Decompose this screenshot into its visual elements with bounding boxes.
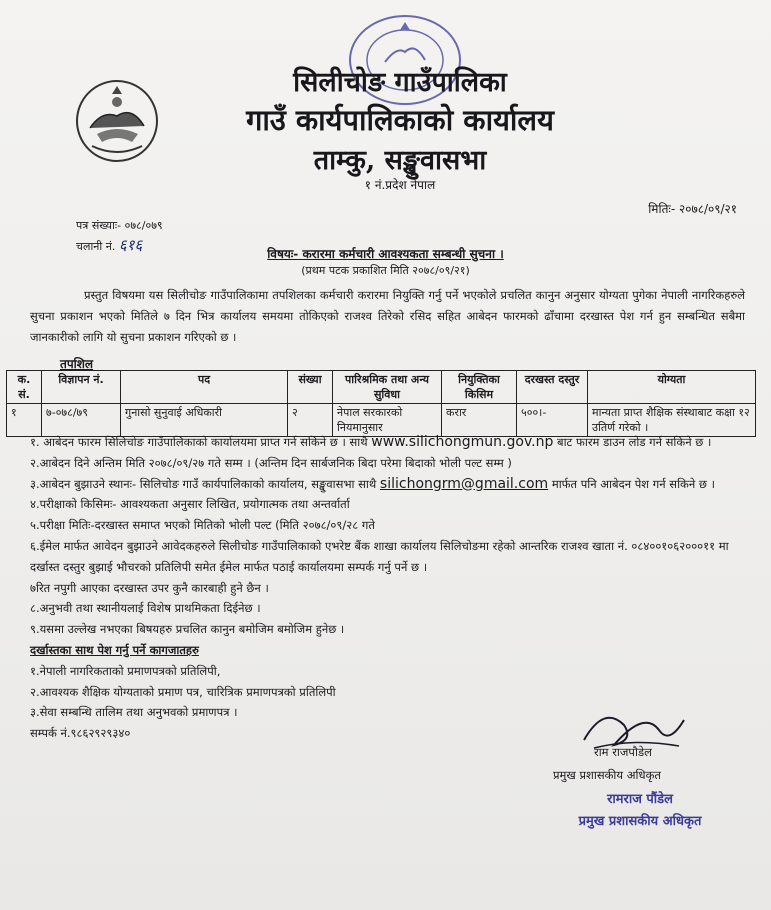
stamp-name: रामराज पौंडेल (607, 792, 673, 807)
list-item (30, 432, 751, 453)
list-item (30, 474, 751, 495)
cell-fee: ५००।- (517, 404, 588, 437)
name-stamp (550, 785, 730, 835)
email-link[interactable]: silichongrm@gmail.com (379, 475, 549, 492)
vacancy-table (6, 370, 756, 437)
dispatch-label: चलानी नं. (76, 240, 116, 253)
document-item: १.नेपाली नागरिकताको प्रमाणपत्रको प्रतिलिपी, (30, 663, 221, 678)
signatory-name: राम राजपौडेल (594, 745, 652, 759)
list-item: ८.अनुभवी तथा स्थानीयलाई विशेष प्राथमिकता दिईनेछ । (30, 601, 261, 616)
list-item: ७रित नपुगी आएका दरखास्त उपर कुनै कारबाही हुने छैन । (30, 580, 269, 595)
notice-date: मितिः- २०७८/०९/२१ (648, 202, 737, 216)
notice-subject (0, 245, 771, 262)
cell-post: गुनासो सुनुवाई अधिकारी (121, 404, 288, 437)
document-item: २.आवश्यक शैक्षिक योग्यताको प्रमाण पत्र, चारित्रिक प्रमाणपत्रको प्रतिलिपी (30, 684, 336, 699)
cell-salary: नेपाल सरकारको नियमानुसार (333, 404, 442, 437)
letter-number: पत्र संख्याः- ०७८/०७९ (76, 219, 163, 232)
cell-serial: १ (7, 404, 42, 437)
stamp-title: प्रमुख प्रशासकीय अधिकृत (578, 814, 702, 829)
office-address: ताम्कु, सङ्खुवासभा (313, 145, 487, 176)
website-link[interactable]: www.silichongmun.gov.np (371, 434, 554, 450)
col-appointment-type: नियुक्तिका किसिम (442, 371, 517, 404)
document-item: ३.सेवा सम्बन्धि तालिम तथा अनुभवको प्रमाणपत्र । (30, 705, 238, 720)
list-item: ६.ईमेल मार्फत आवेदन बुझाउने आवेदकहरुले सिलीचोङ गाउँपालिकाको एभरेष्ट बैंक शाखा कार्यालय सिलिचोङमा रहेको आन्तरिक राजश्व खाता नं. ०८४००१०६२०००११ मा दर्खास्त दस्तुर बुझाई भौचरको प्रतिलिपी समेत ईमेल मार्फत पठाई कार्यालयमा सम्पर्क गर्नु पर्ने छ । (30, 538, 729, 574)
org-name: सिलीचोङ गाउँपालिका (293, 67, 507, 98)
list-item: ९.यसमा उल्लेख नभएका बिषयहरु प्रचलित कानुन बमोजिम बमोजिम हुनेछ । (30, 622, 345, 637)
table-header-row (7, 371, 756, 404)
col-serial: क. सं. (7, 371, 42, 404)
col-count: संख्या (288, 371, 333, 404)
subject-text: विषयः- करारमा कर्मचारी आवश्यकता सम्बन्धी सुचना । (267, 247, 504, 261)
item1-text-a: १. आबेदन फारम सिलिचोङ गाउँपालिकाको कार्यालयमा प्राप्त गर्न सकिने छ । साथै (30, 435, 368, 449)
first-published-date: (प्रथम पटक प्रकाशित मिति २०७८/०९/२१) (301, 264, 470, 277)
dispatch-value: ६१६ (118, 236, 143, 254)
signatory-title: प्रमुख प्रशासकीय अधिकृत (553, 768, 661, 782)
contact-number: सम्पर्क नं.९८६२९२९३४० (30, 726, 131, 741)
notice-body: प्रस्तुत विषयमा यस सिलीचोङ गाउँपालिकामा तपशिलका कर्मचारी करारमा नियुक्ति गर्नु पर्ने भएकोले प्रचलित कानुन अनुसार योग्यता पुगेका नेपाली नागरिकहरुले सुचना प्रकाशन भएको मितिले ७ दिन भित्र कार्यालय समयमा तोकिएको राजश्व तिरेको रसिद सहित आबेदन फारमको ढाँचामा दरखास्त पेश गर्न हुन सम्बन्धित सबैमा जानकारीको लागि यो सुचना प्रकाशन गरिएको छ । (30, 288, 745, 344)
item3-text-a: ३.आबेदन बुझाउने स्थानः- सिलिचोङ गाउँ कार्यपालिकाको कार्यालय, सङ्खुवासभा साथै (30, 476, 377, 491)
col-qualification: योग्यता (588, 371, 756, 404)
item3-text-b: मार्फत पनि आबेदन पेश गर्न सकिने छ । (551, 476, 715, 491)
list-item: ५.परीक्षा मितिः-दरखास्त समाप्त भएको मितिको भोली पल्ट (मिति २०७८/०९/२८ गते (30, 518, 375, 533)
cell-ad-no: ७-०७८/७९ (42, 404, 121, 437)
list-item: ४.परीक्षाको किसिमः- आवश्यकता अनुसार लिखित, प्रयोगात्मक तथा अन्तर्वार्ता (30, 497, 350, 512)
instructions-list (30, 432, 751, 744)
table-label: तपशिल (60, 357, 94, 371)
province-line: १ नं.प्रदेश नेपाल (364, 178, 436, 192)
office-name: गाउँ कार्यपालिकाको कार्यालय (246, 103, 554, 137)
list-item: २.आबेदन दिने अन्तिम मिति २०७८/०९/२७ गते सम्म । (अन्तिम दिन सार्बजनिक बिदा परेमा बिदाको भोली पल्ट सम्म ) (30, 455, 512, 470)
col-fee: दरखस्त दस्तुर (517, 371, 588, 404)
cell-appointment-type: करार (442, 404, 517, 437)
nepal-emblem-icon (72, 76, 162, 166)
col-salary: पारिश्रमिक तथा अन्य सुविधा (333, 371, 442, 404)
col-ad-no: विज्ञापन नं. (42, 371, 121, 404)
col-post: पद (121, 371, 288, 404)
cell-qualification: मान्यता प्राप्त शैक्षिक संस्थाबाट कक्षा १२ उतिर्ण गरेको । (588, 404, 756, 437)
item1-text-b: बाट फारम डाउन लोड गर्न सकिने छ । (557, 435, 712, 449)
cell-count: २ (288, 404, 333, 437)
documents-heading: दर्खास्तका साथ पेश गर्नु पर्ने कागजातहरु (30, 642, 199, 657)
